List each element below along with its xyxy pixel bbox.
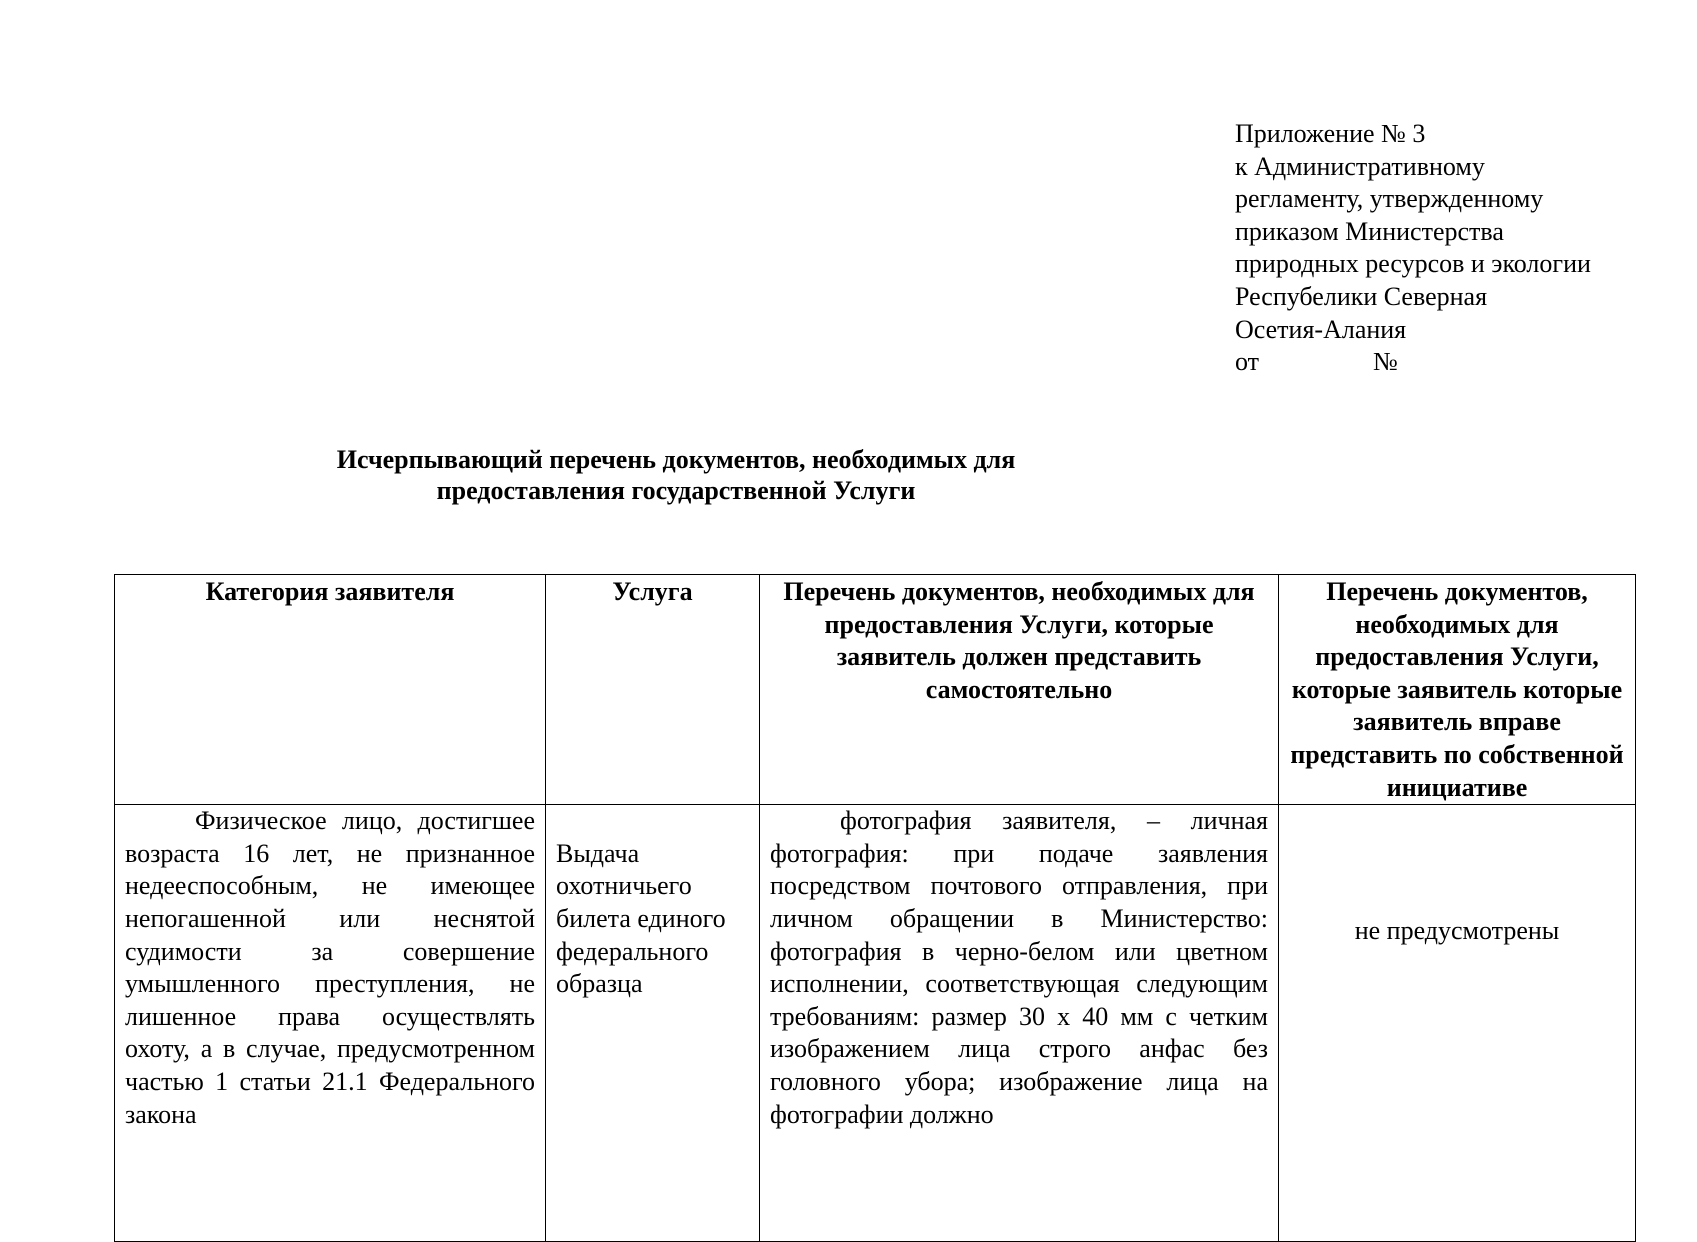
appendix-block — [1235, 118, 1655, 379]
appendix-date-label: от — [1235, 347, 1260, 377]
applicant-category-text: Физическое лицо, достигшее возраста 16 лет, не признанное недееспособным, не имеющее непогашенной или неснятой судимости за совершение умышленного преступления, не лишенное права осуществлять охоту, а в случае, предусмотренном частью 1 статьи 21.1 Федерального закона — [125, 806, 535, 1129]
required-documents-text: фотография заявителя, – личная фотография: при подаче заявления посредством почтового отправления, при личном обращении в Министерство: фотография в черно-белом или цветном исполнении, соответствующая следующим требованиям: размер 30 x 40 мм с четким изображением лица строго анфас без головного убора; изображение лица на фотографии должно — [770, 806, 1268, 1129]
document-title-line-2: предоставления государственной Услуги — [436, 476, 916, 505]
document-title — [0, 444, 1352, 506]
appendix-line: природных ресурсов и экологии — [1235, 249, 1591, 279]
cell-required-documents — [760, 805, 1279, 1242]
header-optional-documents: Перечень документов, необходимых для предоставления Услуги, которые заявитель которые заявитель вправе представить по собственной инициативе — [1279, 575, 1636, 805]
header-applicant-category: Категория заявителя — [115, 575, 546, 805]
table-header-row — [115, 575, 1636, 805]
cell-service — [546, 805, 760, 1242]
appendix-date-number-line — [1235, 346, 1655, 379]
header-service: Услуга — [546, 575, 760, 805]
cell-optional-documents — [1279, 805, 1636, 1242]
optional-documents-text: не предусмотрены — [1354, 916, 1560, 946]
cell-applicant-category — [115, 805, 546, 1242]
appendix-line: Приложение № 3 — [1235, 119, 1426, 148]
documents-table — [114, 574, 1636, 1242]
appendix-line: регламенту, утвержденному — [1235, 184, 1544, 214]
appendix-number-label: № — [1373, 347, 1398, 377]
table-row — [115, 805, 1636, 1242]
document-title-line-1: Исчерпывающий перечень документов, необходимых для — [336, 445, 1016, 474]
appendix-line: Респубелики Северная — [1235, 281, 1488, 311]
appendix-line: к Административному — [1235, 151, 1485, 181]
header-required-documents: Перечень документов, необходимых для предоставления Услуги, которые заявитель должен представить самостоятельно — [760, 575, 1279, 805]
appendix-line: приказом Министерства — [1235, 216, 1504, 246]
appendix-line: Осетия-Алания — [1235, 314, 1407, 344]
service-text: Выдача охотничьего билета единого федерального образца — [556, 838, 726, 999]
